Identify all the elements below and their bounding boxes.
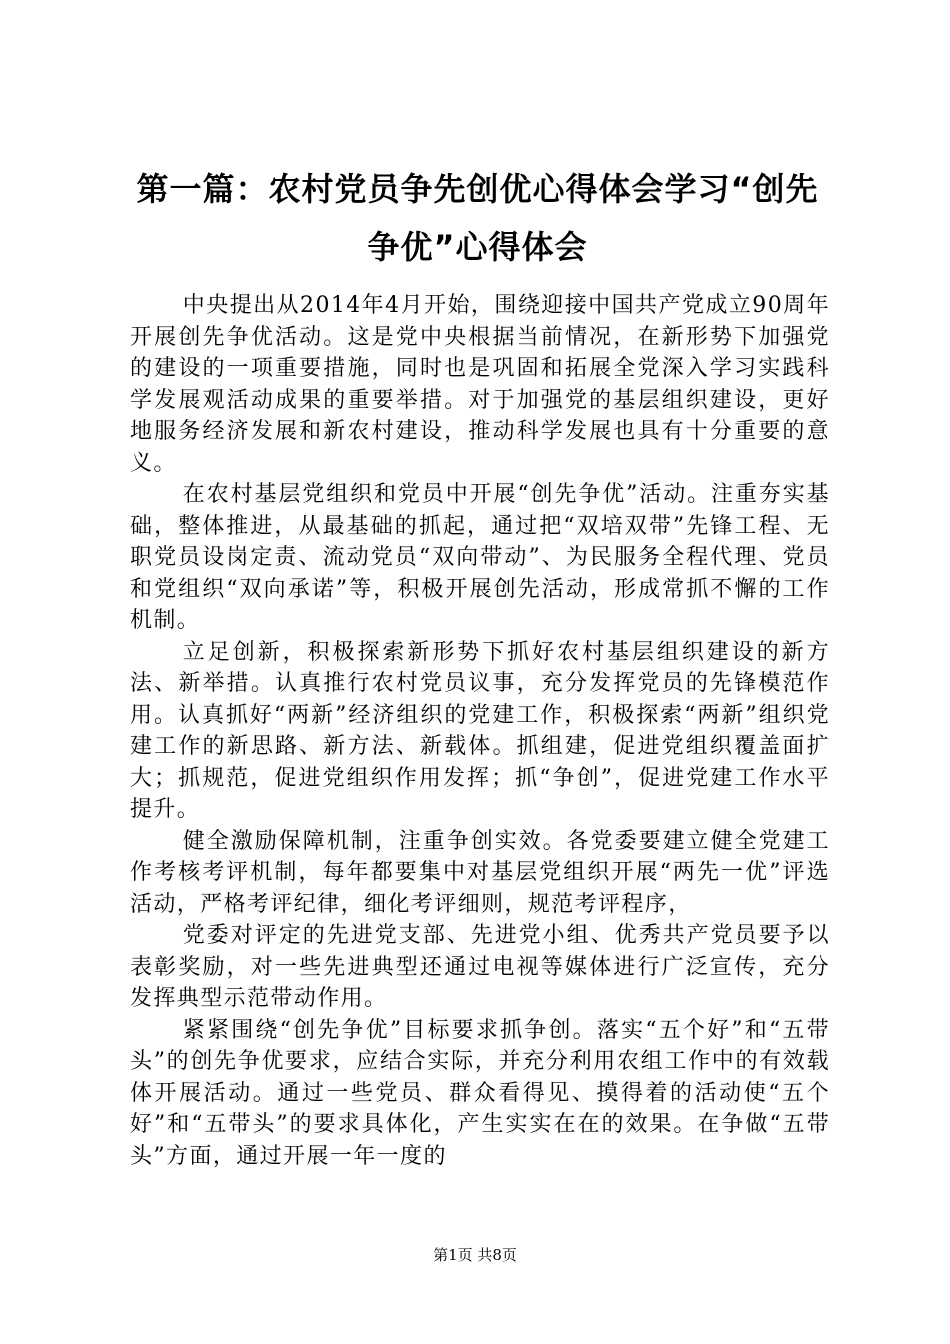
paragraph-4: 健全激励保障机制，注重争创实效。各党委要建立健全党建工作考核考评机制，每年都要集中对基层党组织开展“两先一优”评选活动，严格考评纪律，细化考评细则，规范考评程序， <box>130 828 830 917</box>
paragraph-3: 立足创新，积极探索新形势下抓好农村基层组织建设的新方法、新举措。认真推行农村党员议事，充分发挥党员的先锋模范作用。认真抓好“两新”经济组织的党建工作，积极探索“两新”组织党建工作的新思路、新方法、新载体。抓组建，促进党组织覆盖面扩大；抓规范，促进党组织作用发挥；抓“争创”，促进党建工作水平提升。 <box>130 639 830 822</box>
paragraph-5: 党委对评定的先进党支部、先进党小组、优秀共产党员要予以表彰奖励，对一些先进典型还通过电视等媒体进行广泛宣传，充分发挥典型示范带动作用。 <box>130 923 830 1011</box>
paragraph-6: 紧紧围绕“创先争优”目标要求抓争创。落实“五个好”和“五带头”的创先争优要求，应结合实际，并充分利用农组工作中的有效载体开展活动。通过一些党员、群众看得见、摸得着的活动使“五个好”和“五带头”的要求具体化，产生实实在在的效果。在争做“五带头”方面，通过开展一年一度的 <box>130 1017 830 1169</box>
page-number-footer: 第1页 共8页 <box>433 1246 517 1264</box>
document-body <box>130 290 830 1172</box>
paragraph-2: 在农村基层党组织和党员中开展“创先争优”活动。注重夯实基础，整体推进，从最基础的抓起，通过把“双培双带”先锋工程、无职党员设岗定责、流动党员“双向带动”、为民服务全程代理、党员和党组织“双向承诺”等，积极开展创先活动，形成常抓不懈的工作机制。 <box>130 482 830 633</box>
paragraph-1: 中央提出从2014年4月开始，围绕迎接中国共产党成立90周年开展创先争优活动。这是党中央根据当前情况，在新形势下加强党的建设的一项重要措施，同时也是巩固和拓展全党深入学习实践科学发展观活动成果的重要举措。对于加强党的基层组织建设，更好地服务经济发展和新农村建设，推动科学发展也具有十分重要的意义。 <box>130 293 830 476</box>
document-title: 第一篇：农村党员争先创优心得体会学习“创先争优”心得体会 <box>136 170 819 266</box>
